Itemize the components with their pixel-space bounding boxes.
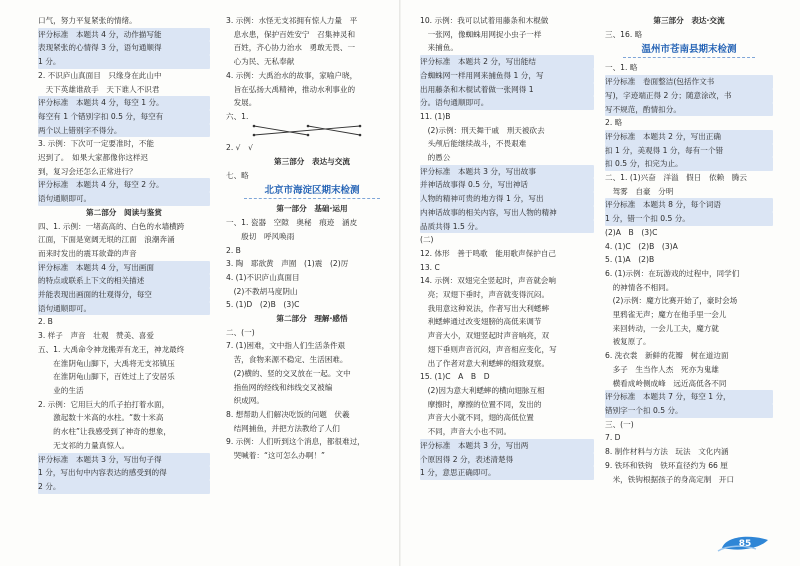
exam-title: 北京市海淀区期末检测 xyxy=(244,184,380,199)
answer-line: 四、1. 示例：一堵高高的、白色的水墙横跨 xyxy=(38,221,185,231)
answer-line: 激起数十米高的水柱。“数十米高 xyxy=(38,413,164,423)
scoring-note-line: 语句通顺即可。 xyxy=(38,192,210,206)
answer-line: 的愚公 xyxy=(420,153,451,163)
answer-line: 2. B xyxy=(226,245,241,255)
answer-line: 而来时发出的震耳欲聋的声音 xyxy=(38,248,137,258)
scoring-note-line: 评分标准 卷面整洁(包括作文书 xyxy=(605,75,773,89)
answer-line: 三、16. 略 xyxy=(605,29,643,39)
scoring-note-line: 评分标准 本题共 7 分，每空 1 分， xyxy=(605,390,773,404)
answer-line: 不同，声音大小也不同。 xyxy=(420,427,512,437)
answer-line: 7. (1)困难，文中指人们生活条件艰 xyxy=(226,341,346,351)
scoring-note-line: 评分标准 本题共 8 分，每个词语 xyxy=(605,198,773,212)
answer-line: 2. 示例：它用巨大的爪子拍打着水面， xyxy=(38,399,170,409)
scoring-note-line: 评分标准 本题共 4 分，写出画面 xyxy=(38,261,210,275)
answer-line: 多子 生当作人杰 死亦为鬼雄 xyxy=(605,364,719,374)
scoring-note-line: 1 分。 xyxy=(38,55,210,69)
answer-line: 利蟋蟀通过改变翅膀的高低来调节 xyxy=(420,317,542,327)
answer-line: 7. D xyxy=(605,433,621,443)
section-heading: 第三部分 表达·交流 xyxy=(653,16,725,25)
matching-lines-figure xyxy=(248,124,368,137)
matching-dot xyxy=(253,133,256,136)
scoring-note-line: 合蜘蛛网一样用网来捕鱼得 1 分，写 xyxy=(420,69,594,83)
answer-line: 天下英雄谁敌手 天下谁人不识君 xyxy=(38,84,160,94)
answer-line: 5. (1)A (2)B xyxy=(605,255,655,265)
answer-line: 织成网。 xyxy=(226,396,264,406)
answer-line: 9. 示例：人们听到这个消息，都很难过， xyxy=(226,437,365,447)
matching-line xyxy=(308,126,360,135)
answer-line: 心为民、无私奉献 xyxy=(226,57,295,67)
answer-line: 4. 示例：大禹治水的故事，家喻户晓， xyxy=(226,70,358,80)
answer-line: 15. (1)C A B D xyxy=(420,372,490,382)
answer-line: (2)A B (3)C xyxy=(605,227,658,237)
book-spine-seam xyxy=(399,0,401,566)
matching-dot xyxy=(307,124,310,127)
scoring-note-line: 内神话故事的相关内容，写出人物的精神 xyxy=(420,206,594,220)
answer-line: 旨在弘扬大禹精神，推动水利事业的 xyxy=(226,84,356,94)
scoring-note-line: 评分标准 本题共 3 分，写出故事 xyxy=(420,165,594,179)
matching-dot xyxy=(359,124,362,127)
column-2 xyxy=(226,14,398,463)
answer-line: 三、(一) xyxy=(605,419,634,429)
page-number: 85 xyxy=(738,539,752,549)
scoring-note-line: 写不规范，酌情扣分。 xyxy=(605,103,773,117)
answer-line: 指鱼网的经线和纬线交叉被编 xyxy=(226,382,333,392)
answer-line: 2. B xyxy=(38,317,53,327)
scoring-note-line: 评分标准 本题共 2 分，写出能结 xyxy=(420,55,594,69)
scoring-note-line: 评分标准 本题共 3 分，写出句子得 xyxy=(38,453,210,467)
matching-line xyxy=(254,126,308,135)
answer-line: (2)示例：魔方比赛开始了，豪时会场 xyxy=(605,296,738,306)
answer-line: 3. 示例：水怪无支祁拥有惊人力量 平 xyxy=(226,16,358,25)
answer-line: 横看成岭侧成峰 远近高低各不同 xyxy=(605,378,727,388)
answer-line: 五、1. 大禹命令神龙搬弄有龙王，神龙最终 xyxy=(38,344,185,354)
answer-line: 发展。 xyxy=(226,98,257,108)
answer-line: 3. 示例：下次可一定要准时，不能 xyxy=(38,139,154,149)
answer-line: 的水柱”让我感受到了神奇的想象， xyxy=(38,427,172,437)
answer-line: 8. 想帮助人们解决吃饭的问题 伏羲 xyxy=(226,409,350,419)
answer-line: 在淮阴龟山脚下，大禹将无支祁镇压 xyxy=(38,358,175,368)
answer-line: 七、略 xyxy=(226,170,249,180)
scoring-note-line: 扣 0.5 分，扣完为止。 xyxy=(605,157,773,171)
scoring-note-line: 品质共得 1.5 分。 xyxy=(420,220,594,234)
section-heading: 第三部分 表达与交流 xyxy=(274,157,350,167)
scoring-note-line: 分。语句通顺即可。 xyxy=(420,96,594,110)
scoring-note-line: 并神话故事得 0.5 分，写出神话 xyxy=(420,178,594,192)
answer-line: 头颅后能继续战斗，不畏艰难 xyxy=(420,139,527,149)
scoring-note-line: 的特点或联系上下文的相关描述 xyxy=(38,274,210,288)
answer-line: 4. (1)C (2)B (3)A xyxy=(605,241,678,251)
answer-line: (2)因为意大利蟋蟀的横向翅脉互相 xyxy=(420,385,545,395)
scoring-note-line: 扣 1 分，美观得 1 分，每有一个错 xyxy=(605,144,773,158)
answer-line: 6. (1)示例：在玩游戏的过程中，同学们 xyxy=(605,268,740,278)
scoring-note-line: 2 分。 xyxy=(38,480,210,494)
answer-line: 声音大小就不同，翅的高低位置 xyxy=(420,413,534,423)
scoring-note-line: 并能表现出画面的壮观得分，每空 xyxy=(38,288,210,302)
answer-line: 2. 略 xyxy=(605,118,623,128)
answer-line: (2)横的、竖的交叉放在一起。文中 xyxy=(226,368,351,378)
column-1 xyxy=(38,14,210,494)
answer-line: 14. 示例：双翅完全竖起时，声音就会响 xyxy=(420,276,556,286)
answer-line: 10. 示例：我可以试着用藤条和木棍做 xyxy=(420,16,549,25)
scoring-note-line: 1 分，意思正确即可。 xyxy=(420,466,594,480)
answer-line: 六、1. xyxy=(226,111,249,121)
answer-line: 8. 制作材料与方法 玩法 文化内涵 xyxy=(605,447,729,457)
answer-line: 驾雾 自豪 分明 xyxy=(605,186,674,196)
answer-line: 13. C xyxy=(420,262,440,272)
scoring-note-line: 语句通顺即可。 xyxy=(38,302,210,316)
answer-line: 2. 不识庐山真面目 只缘身在此山中 xyxy=(38,70,162,80)
column-4 xyxy=(605,14,773,486)
matching-dot xyxy=(359,133,362,136)
column-3 xyxy=(420,14,594,480)
answer-line: 声音大小，双翅竖起时声音响亮，双 xyxy=(420,331,550,341)
answer-line: 二、1. (1)兴奋 洋溢 假日 依赖 腾云 xyxy=(605,173,747,183)
answer-line: (2)示例：刑天舞干戚 刑天被砍去 xyxy=(420,125,545,135)
answer-line: 哭喊着：“这可怎么办啊！” xyxy=(226,451,325,461)
answer-line xyxy=(226,124,398,142)
matching-line xyxy=(254,126,360,135)
answer-line: 殷切 呼风唤雨 xyxy=(226,231,295,241)
answer-line: 无支祁的力量真惊人。 xyxy=(38,440,130,450)
answer-line: 被复原了。 xyxy=(605,337,651,347)
answer-line: 来回转动，一会儿工夫，魔方就 xyxy=(605,323,719,333)
page-number-badge xyxy=(716,532,772,554)
answer-line: 的神情各不相同。 xyxy=(605,282,674,292)
answer-line: 亮；双翅下垂时，声音就变得沉闷。 xyxy=(420,290,550,300)
answer-line: 百姓，齐心协力治水 勇敢无畏、一 xyxy=(226,43,356,53)
answer-line: 5. (1)D (2)B (3)C xyxy=(226,300,300,310)
answer-line: 在淮阴龟山脚下，百姓过上了安居乐 xyxy=(38,372,175,382)
answer-line: (2)不教胡马度阴山 xyxy=(226,286,298,296)
scoring-note-line: 出用藤条和木棍试着做一张网得 1 xyxy=(420,83,594,97)
answer-line: 一张网，像蜘蛛用网捉小虫子一样 xyxy=(420,29,542,39)
scoring-note-line: 评分标准 本题共 4 分，每空 2 分。 xyxy=(38,178,210,192)
answer-line: 9. 铁环和铁钩 铁环直径约为 66 厘 xyxy=(605,460,728,470)
matching-dot xyxy=(307,133,310,136)
answer-line: 6. 洗衣裳 新鲜的花瓣 树在道边面 xyxy=(605,351,729,361)
scoring-note-line: 评分标准 本题共 4 分，动作描写能 xyxy=(38,28,210,42)
answer-line: 米，铁钩根据孩子的身高定制 开口 xyxy=(605,474,735,484)
answer-line: 出了作者对意大利蟋蟀的细致观察。 xyxy=(420,358,550,368)
answer-line: 迟到了。 如果大家都像你这样迟 xyxy=(38,153,149,163)
matching-dot xyxy=(253,124,256,127)
section-heading: 第二部分 理解·感悟 xyxy=(276,314,348,324)
answer-line: (二) xyxy=(420,235,434,245)
answer-line: 结网捕鱼，并把方法教给了人们 xyxy=(226,423,340,433)
answer-line: 我用意这种说法，作者写出大利蟋蟀 xyxy=(420,303,550,313)
answer-line: 息水患，保护百姓安宁 召集神灵和 xyxy=(226,29,356,39)
scoring-note-line: 写)，字迹端正得 2 分；随意涂改，书 xyxy=(605,89,773,103)
answer-line: 12. 体形 善于鸣歌 能用歌声保护自己 xyxy=(420,248,556,258)
answer-line: 2. √ √ xyxy=(226,143,253,153)
scoring-note-line: 个原因得 2 分，表述清楚得 xyxy=(420,453,594,467)
answer-line: 苦，食物来源不稳定、生活困难。 xyxy=(226,355,348,365)
scoring-note-line: 表现紧张的心情得 3 分，语句通顺得 xyxy=(38,41,210,55)
answer-line: 3. 样子 声音 壮观 赞美、喜爱 xyxy=(38,331,154,341)
scoring-note-line: 错别字一个扣 0.5 分。 xyxy=(605,404,773,418)
answer-line: 11. (1)B xyxy=(420,111,451,121)
answer-line: 到，复习会还怎么正常进行？ xyxy=(38,166,137,176)
exam-title: 温州市苍南县期末检测 xyxy=(623,43,755,58)
answer-line: 业的生活 xyxy=(38,385,84,395)
answer-line: 一、1. 略 xyxy=(605,63,638,73)
scoring-note-line: 每空有 1 个错别字扣 0.5 分，每空有 xyxy=(38,110,210,124)
answer-line: 里鸦雀无声；魔方在他手里一会儿 xyxy=(605,310,727,320)
answer-line: 江面，下面是宽阔无垠的江面 浪潮奔涌 xyxy=(38,235,175,245)
answer-line: 二、(一) xyxy=(226,327,255,337)
answer-line: 一、1. 瓷器 空隙 奥秘 痕迹 涵皮 xyxy=(226,218,358,228)
section-heading: 第一部分 基础·运用 xyxy=(276,204,348,214)
answer-line: 来捕鱼。 xyxy=(420,43,458,53)
answer-line: 3. 陶 耶欲黄 声囿 (1)震 (2)厉 xyxy=(226,259,349,269)
scoring-note-line: 评分标准 本题共 3 分，写出两 xyxy=(420,439,594,453)
scoring-note-line: 人物的精神可贵的地方得 1 分，写出 xyxy=(420,192,594,206)
scoring-note-line: 1 分，写出句中内容表达的感受到的得 xyxy=(38,466,210,480)
scoring-note-line: 评分标准 本题共 2 分，写出正确 xyxy=(605,130,773,144)
answer-line: 4. (1)不识庐山真面目 xyxy=(226,272,300,282)
scoring-note-line: 两个以上错别字不得分。 xyxy=(38,124,210,138)
answer-line: 翅下垂则声音沉闷，声音相应变化，写 xyxy=(420,344,557,354)
scoring-note-line: 评分标准 本题共 4 分，每空 1 分。 xyxy=(38,96,210,110)
answer-line: 口气，努力平复紧张的情绪。 xyxy=(38,16,137,25)
scoring-note-line: 1 分，错一个扣 0.5 分。 xyxy=(605,212,773,226)
section-heading: 第二部分 阅读与鉴赏 xyxy=(86,207,162,217)
answer-line: 摩擦时，摩擦的位置不同，发出的 xyxy=(420,399,542,409)
